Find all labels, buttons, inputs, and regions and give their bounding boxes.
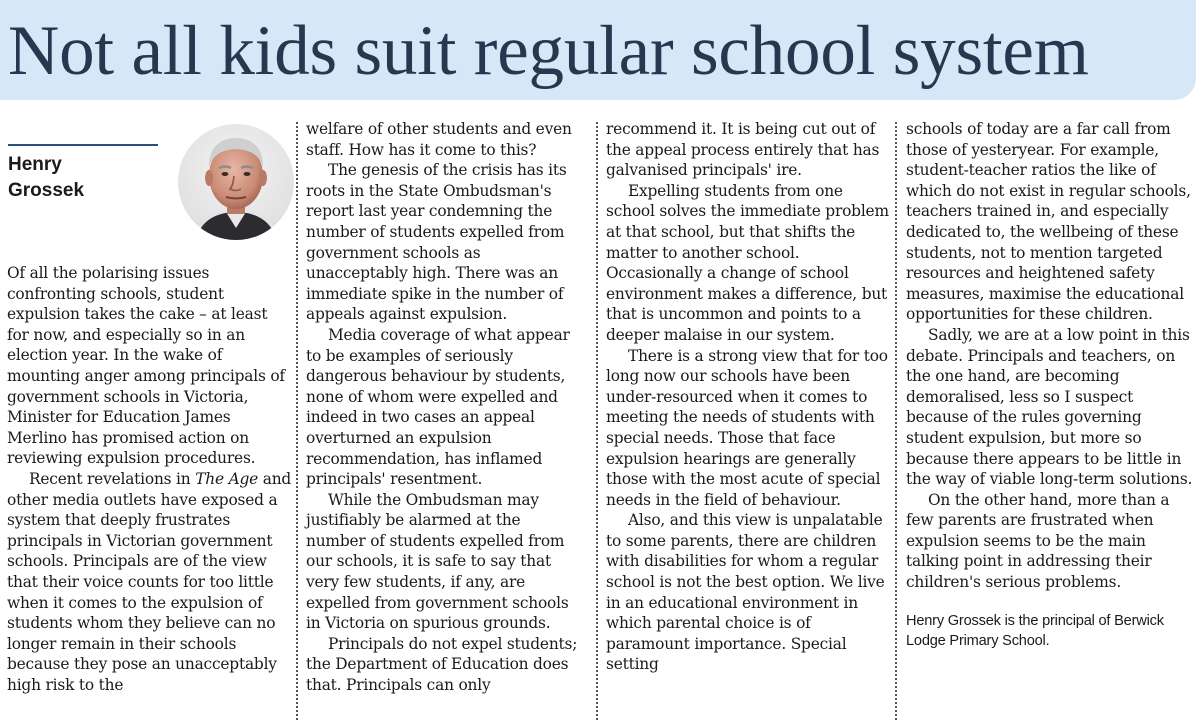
column-divider-3	[895, 122, 897, 720]
paragraph: While the Ombudsman may justifiably be alarmed at the number of students expelled from our schools, it is safe to say that very few students, if any, are expelled from government schools in Victoria on spurious grounds.	[306, 490, 569, 633]
author-portrait-image	[178, 124, 294, 240]
paragraph: schools of today are a far call from those of yesteryear. For example, student-teacher ratios the like of which do not exist in regular schools, teachers trained in, and especially dedicated to, the wellbeing of these students, not to mention targeted resources and heightened safety measures, maximise the educational opportunities for these children.	[906, 120, 1191, 324]
paragraph: Media coverage of what appear to be examples of seriously dangerous behaviour by students, none of whom were expelled and indeed in two cases an appeal overturned an expulsion recommendation, has inflamed principals' resentment.	[306, 325, 570, 489]
author-headshot	[178, 124, 294, 240]
article-column-4	[906, 119, 1196, 651]
paragraph: Sadly, we are at a low point in this debate. Principals and teachers, on the one hand, are becoming demoralised, less so I suspect because of the rules governing student expulsion, but more so because there appears to be little in the way of viable long-term solutions.	[906, 325, 1193, 489]
byline-rule	[8, 144, 158, 146]
headline: Not all kids suit regular school system	[8, 12, 1089, 90]
paragraph: Principals do not expel students; the Department of Education does that. Principals can only	[306, 634, 578, 695]
paragraph: recommend it. It is being cut out of the appeal process entirely that has galvanised principals' ire.	[606, 120, 880, 180]
paragraph: There is a strong view that for too long now our schools have been under-resourced when it comes to meeting the needs of students with special needs. Those that face expulsion hearings are generally those with the most acute of special needs in the field of behaviour.	[606, 346, 888, 509]
byline-last-name: Grossek	[8, 180, 85, 201]
paragraph: welfare of other students and even staff. How has it come to this?	[306, 120, 572, 159]
paragraph: Expelling students from one school solves the immediate problem at that school, but that shifts the matter to another school. Occasionally a change of school environment makes a difference, but that is uncommon and points to a deeper malaise in our system.	[606, 181, 889, 344]
paragraph-text: and other media outlets have exposed a system that deeply frustrates principals in Victorian government schools. Principals are of the view that their voice counts for too little when it comes to the expulsion of students whom they believe can no longer remain in their schools because they pose an unacceptably high risk to the	[7, 469, 292, 694]
headline-banner	[0, 0, 1196, 100]
article-column-2	[306, 119, 584, 696]
paragraph: Of all the polarising issues confronting schools, student expulsion takes the cake – at least for now, and especially so in an election year. In the wake of mounting anger among principals of government schools in Victoria, Minister for Education James Merlino has promised action on reviewing expulsion procedures.	[7, 264, 285, 468]
byline-first-name: Henry	[8, 154, 62, 175]
paragraph: The genesis of the crisis has its roots in the State Ombudsman's report last year condemning the number of students expelled from government schools as unacceptably high. There was an immediate spike in the number of appeals against expulsion.	[306, 161, 567, 324]
byline-author	[8, 152, 84, 204]
article-column-1	[7, 263, 292, 695]
paragraph-text: Recent revelations in	[29, 469, 196, 488]
publication-name: The Age	[195, 469, 259, 488]
column-divider-2	[596, 122, 598, 720]
article-column-3	[606, 119, 890, 675]
paragraph: Also, and this view is unpalatable to some parents, there are children with disabilities for whom a regular school is not the best option. We live in an educational environment in which parental choice is of paramount importance. Special setting	[606, 511, 885, 674]
paragraph: On the other hand, more than a few parents are frustrated when expulsion seems to be the main talking point in addressing their children's serious problems.	[906, 490, 1170, 592]
column-divider-1	[296, 122, 298, 720]
author-signoff: Henry Grossek is the principal of Berwick Lodge Primary School.	[906, 612, 1164, 649]
paragraph	[7, 469, 292, 696]
